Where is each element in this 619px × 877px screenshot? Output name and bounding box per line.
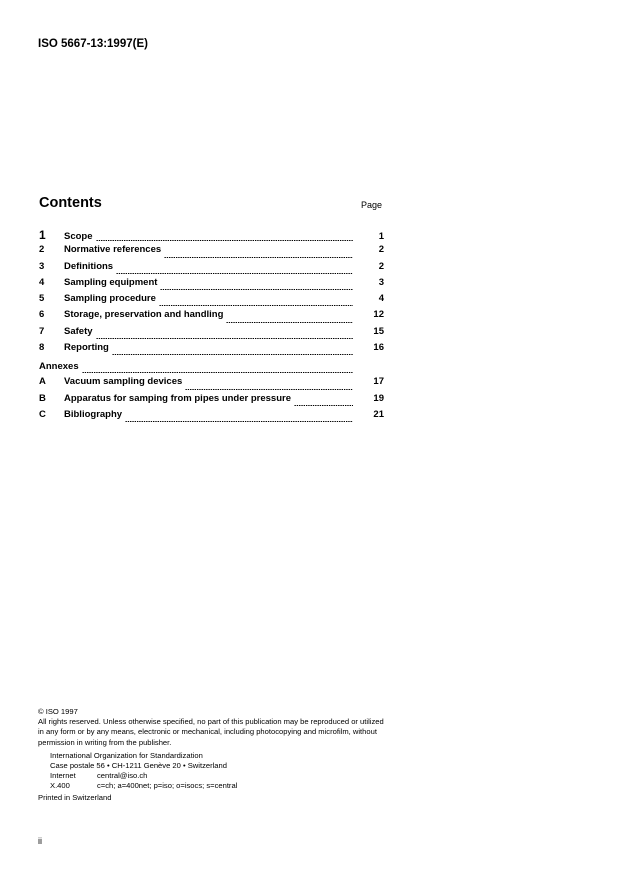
- toc-entry-title: Reporting: [64, 342, 109, 354]
- toc-entry-number: 1: [39, 228, 46, 242]
- rights-text-line: in any form or by any means, electronic or mechanical, including photocopying and microfilm, without: [38, 727, 377, 737]
- toc-entry-number: B: [39, 392, 46, 404]
- dot-leader: [82, 372, 353, 373]
- rights-text-line: permission in writing from the publisher.: [38, 737, 172, 747]
- x400-address: c=ch; a=400net; p=iso; o=isocs; s=central: [97, 781, 238, 791]
- toc-entry-number: 5: [39, 293, 45, 305]
- toc-entry-title: Safety: [64, 325, 93, 337]
- dot-leader: [294, 405, 353, 406]
- toc-entry-safety[interactable]: [39, 326, 384, 342]
- toc-entry-page: 19: [373, 392, 384, 404]
- dot-leader: [185, 389, 353, 390]
- page-column-label: Page: [361, 200, 383, 210]
- toc-entry-number: 8: [39, 342, 45, 354]
- copyright-block: [38, 707, 438, 803]
- annexes-heading-row: [39, 361, 384, 376]
- toc-entry-title: Definitions: [64, 260, 114, 272]
- toc-entry-reporting[interactable]: [39, 342, 384, 358]
- toc-entry-number: A: [39, 376, 46, 388]
- dot-leader: [96, 338, 353, 339]
- toc-entry-title: Apparatus for samping from pipes under pressure: [64, 392, 291, 404]
- toc-entry-page: 2: [378, 260, 384, 272]
- toc-annex-a[interactable]: [39, 376, 384, 392]
- toc-entry-definitions[interactable]: [39, 261, 384, 277]
- document-id: ISO 5667-13:1997(E): [38, 38, 148, 50]
- printed-in: Printed in Switzerland: [38, 792, 112, 802]
- dot-leader: [96, 240, 353, 241]
- toc-entry-title: Storage, preservation and handling: [64, 309, 224, 321]
- toc-annex-c[interactable]: [39, 409, 384, 425]
- dot-leader: [164, 257, 353, 258]
- toc-entry-page: 2: [378, 244, 384, 256]
- toc-annex-b[interactable]: [39, 393, 384, 409]
- toc-entry-title: Sampling equipment: [64, 276, 158, 288]
- toc-entry-page: 16: [373, 342, 384, 354]
- toc-entry-title: Scope: [64, 231, 93, 242]
- dot-leader: [226, 322, 353, 323]
- copyright-notice: © ISO 1997: [38, 707, 78, 716]
- internet-address[interactable]: central@iso.ch: [97, 771, 148, 781]
- toc-entry-page: 12: [373, 309, 384, 321]
- toc-entry-page: 21: [373, 408, 384, 420]
- toc-entry-page: 17: [373, 376, 384, 388]
- table-of-contents: [39, 228, 384, 425]
- toc-entry-page: 15: [373, 325, 384, 337]
- internet-label: Internet: [50, 771, 76, 781]
- toc-entry-title: Normative references: [64, 244, 162, 256]
- organization-name: International Organization for Standardization: [50, 750, 203, 760]
- toc-entry-scope[interactable]: [39, 228, 384, 244]
- dot-leader: [159, 305, 353, 306]
- toc-entry-title: Bibliography: [64, 408, 123, 420]
- toc-entry-number: 6: [39, 309, 45, 321]
- toc-entry-sampling-equipment[interactable]: [39, 277, 384, 293]
- toc-entry-title: Sampling procedure: [64, 293, 156, 305]
- x400-contact: [50, 781, 438, 791]
- toc-entry-number: C: [39, 408, 46, 420]
- x400-label: X.400: [50, 781, 70, 791]
- publisher-address: [50, 751, 438, 792]
- annexes-heading: Annexes: [39, 361, 79, 373]
- toc-entry-number: 7: [39, 325, 45, 337]
- toc-entry-number: 4: [39, 276, 45, 288]
- dot-leader: [125, 421, 353, 422]
- toc-entry-sampling-procedure[interactable]: [39, 293, 384, 309]
- dot-leader: [116, 273, 353, 274]
- toc-entry-number: 2: [39, 244, 45, 256]
- contents-heading: Contents: [39, 195, 102, 211]
- toc-entry-page: 4: [378, 293, 384, 305]
- dot-leader: [160, 289, 353, 290]
- rights-text-line: All rights reserved. Unless otherwise specified, no part of this publication may be reproduced or utilized: [38, 717, 384, 727]
- toc-entry-normative-references[interactable]: [39, 244, 384, 260]
- dot-leader: [112, 354, 353, 355]
- toc-entry-title: Vacuum sampling devices: [64, 376, 183, 388]
- page-number: ii: [38, 836, 42, 846]
- toc-entry-storage[interactable]: [39, 309, 384, 325]
- toc-entry-number: 3: [39, 260, 45, 272]
- postal-address: Case postale 56 • CH-1211 Genève 20 • Switzerland: [50, 761, 227, 771]
- toc-entry-page: 1: [378, 231, 384, 242]
- internet-contact: [50, 771, 438, 781]
- toc-entry-page: 3: [378, 276, 384, 288]
